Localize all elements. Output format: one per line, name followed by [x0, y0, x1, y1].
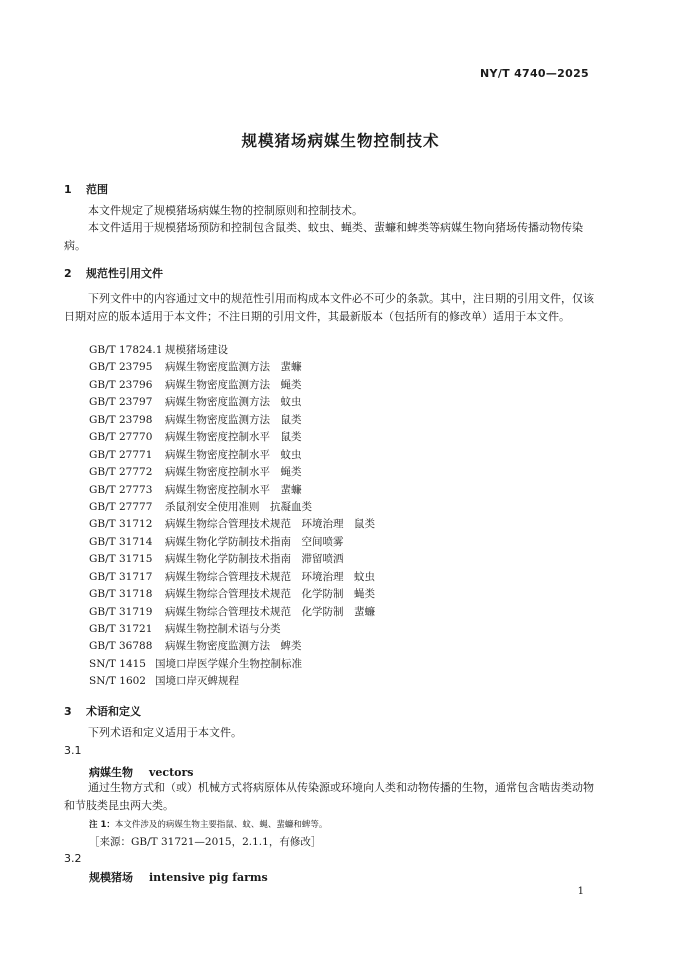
reference-item	[89, 359, 375, 376]
term-english: intensive pig farms	[149, 871, 268, 884]
reference-title: 国境口岸医学媒介生物控制标准	[155, 657, 302, 670]
reference-title: 国境口岸灭蜱规程	[155, 675, 239, 688]
reference-title: 病媒生物密度监测方法 蜚蠊	[165, 361, 302, 374]
reference-code: GB/T 31719	[89, 605, 153, 618]
reference-item	[89, 499, 375, 516]
reference-item	[89, 638, 375, 655]
normative-references-list	[89, 342, 375, 691]
section-2-heading	[64, 265, 163, 281]
reference-title: 病媒生物控制术语与分类	[165, 623, 281, 635]
section-2-title: 规范性引用文件	[86, 267, 163, 280]
reference-code: GB/T 31718	[89, 588, 153, 601]
term-entry	[89, 869, 268, 885]
reference-code: SN/T 1602	[89, 675, 146, 688]
standard-code: NY/T 4740—2025	[480, 67, 589, 80]
reference-code: GB/T 31712	[89, 518, 153, 531]
reference-title: 病媒生物密度监测方法 蝇类	[165, 378, 302, 391]
reference-item	[89, 394, 375, 411]
page-number: 1	[577, 886, 584, 897]
reference-item	[89, 482, 375, 499]
term-entry	[89, 764, 194, 780]
term-number: 3.1	[64, 744, 82, 757]
section-3-heading	[64, 703, 141, 719]
reference-code: GB/T 23797	[89, 396, 153, 409]
section-2-number: 2	[64, 267, 72, 280]
reference-item	[89, 516, 375, 533]
reference-code: GB/T 23795	[89, 361, 153, 374]
reference-item	[89, 586, 375, 603]
reference-title: 病媒生物密度监测方法 鼠类	[165, 413, 302, 426]
reference-title: 病媒生物综合管理技术规范 化学防制 蜚蠊	[165, 605, 375, 618]
reference-code: GB/T 27770	[89, 431, 153, 444]
section-3-title: 术语和定义	[86, 705, 141, 718]
term-number: 3.2	[64, 852, 82, 865]
reference-title: 病媒生物密度监测方法 蜱类	[165, 640, 302, 653]
reference-code: GB/T 23798	[89, 413, 153, 426]
reference-code: GB/T 36788	[89, 640, 153, 653]
term-english: vectors	[149, 766, 194, 779]
reference-code: GB/T 27773	[89, 483, 153, 496]
reference-code: GB/T 27771	[89, 448, 153, 461]
reference-item	[89, 673, 375, 690]
reference-item	[89, 447, 375, 464]
section-2-intro: 下列文件中的内容通过文中的规范性引用而构成本文件必不可少的条款。其中，注日期的引用文件，仅该日期对应的版本适用于本文件；不注日期的引用文件，其最新版本（包括所有的修改单）适用于本文件。	[64, 292, 594, 323]
term-chinese: 规模猪场	[89, 871, 133, 884]
reference-title: 病媒生物密度控制水平 蚊虫	[165, 448, 302, 461]
reference-code: GB/T 31721	[89, 623, 153, 635]
reference-title: 病媒生物化学防制技术指南 滞留喷洒	[165, 553, 344, 566]
reference-item	[89, 377, 375, 394]
section-1-paragraph-1: 本文件规定了规模猪场病媒生物的控制原则和控制技术。	[88, 204, 363, 217]
reference-title: 病媒生物密度监测方法 蚊虫	[165, 396, 302, 409]
reference-item	[89, 534, 375, 551]
reference-item	[89, 412, 375, 429]
reference-code: GB/T 31717	[89, 570, 153, 583]
section-3-intro: 下列术语和定义适用于本文件。	[88, 726, 242, 739]
reference-item	[89, 621, 375, 638]
reference-title: 杀鼠剂安全使用准则 抗凝血类	[165, 500, 312, 513]
reference-item	[89, 656, 375, 673]
note-label: 注 1：	[89, 820, 115, 830]
reference-code: GB/T 27777	[89, 500, 153, 513]
term-source: ［来源：GB/T 31721—2015，2.1.1，有修改］	[89, 836, 322, 848]
reference-code: GB/T 17824.1	[89, 344, 163, 356]
reference-item	[89, 464, 375, 481]
reference-item	[89, 342, 375, 359]
reference-item	[89, 569, 375, 586]
term-chinese: 病媒生物	[89, 766, 133, 779]
reference-title: 病媒生物综合管理技术规范 环境治理 鼠类	[165, 518, 375, 531]
section-3-number: 3	[64, 705, 72, 718]
reference-title: 病媒生物密度控制水平 蝇类	[165, 466, 302, 479]
reference-title: 病媒生物密度控制水平 鼠类	[165, 431, 302, 444]
reference-code: SN/T 1415	[89, 657, 146, 670]
document-title: 规模猪场病媒生物控制技术	[241, 132, 440, 150]
section-1-title: 范围	[86, 183, 108, 196]
reference-code: GB/T 31714	[89, 535, 153, 548]
reference-title: 规模猪场建设	[165, 344, 228, 356]
reference-code: GB/T 31715	[89, 553, 153, 566]
section-1-paragraph-2: 本文件适用于规模猪场预防和控制包含鼠类、蚊虫、蝇类、蜚蠊和蜱类等病媒生物向猪场传播动物传染病。	[64, 221, 583, 252]
reference-title: 病媒生物综合管理技术规范 环境治理 蚊虫	[165, 570, 375, 583]
reference-title: 病媒生物化学防制技术指南 空间喷雾	[165, 535, 344, 548]
reference-item	[89, 604, 375, 621]
reference-title: 病媒生物密度控制水平 蜚蠊	[165, 483, 302, 496]
term-definition: 通过生物方式和（或）机械方式将病原体从传染源或环境向人类和动物传播的生物，通常包含啮齿类动物和节肢类昆虫两大类。	[64, 781, 594, 812]
section-1-heading	[64, 181, 108, 197]
reference-code: GB/T 27772	[89, 466, 153, 479]
reference-title: 病媒生物综合管理技术规范 化学防制 蝇类	[165, 588, 375, 601]
note-text: 本文件涉及的病媒生物主要指鼠、蚊、蝇、蜚蠊和蜱等。	[114, 820, 328, 830]
reference-code: GB/T 23796	[89, 378, 153, 391]
reference-item	[89, 551, 375, 568]
section-1-number: 1	[64, 183, 72, 196]
reference-item	[89, 429, 375, 446]
term-note	[89, 818, 327, 830]
